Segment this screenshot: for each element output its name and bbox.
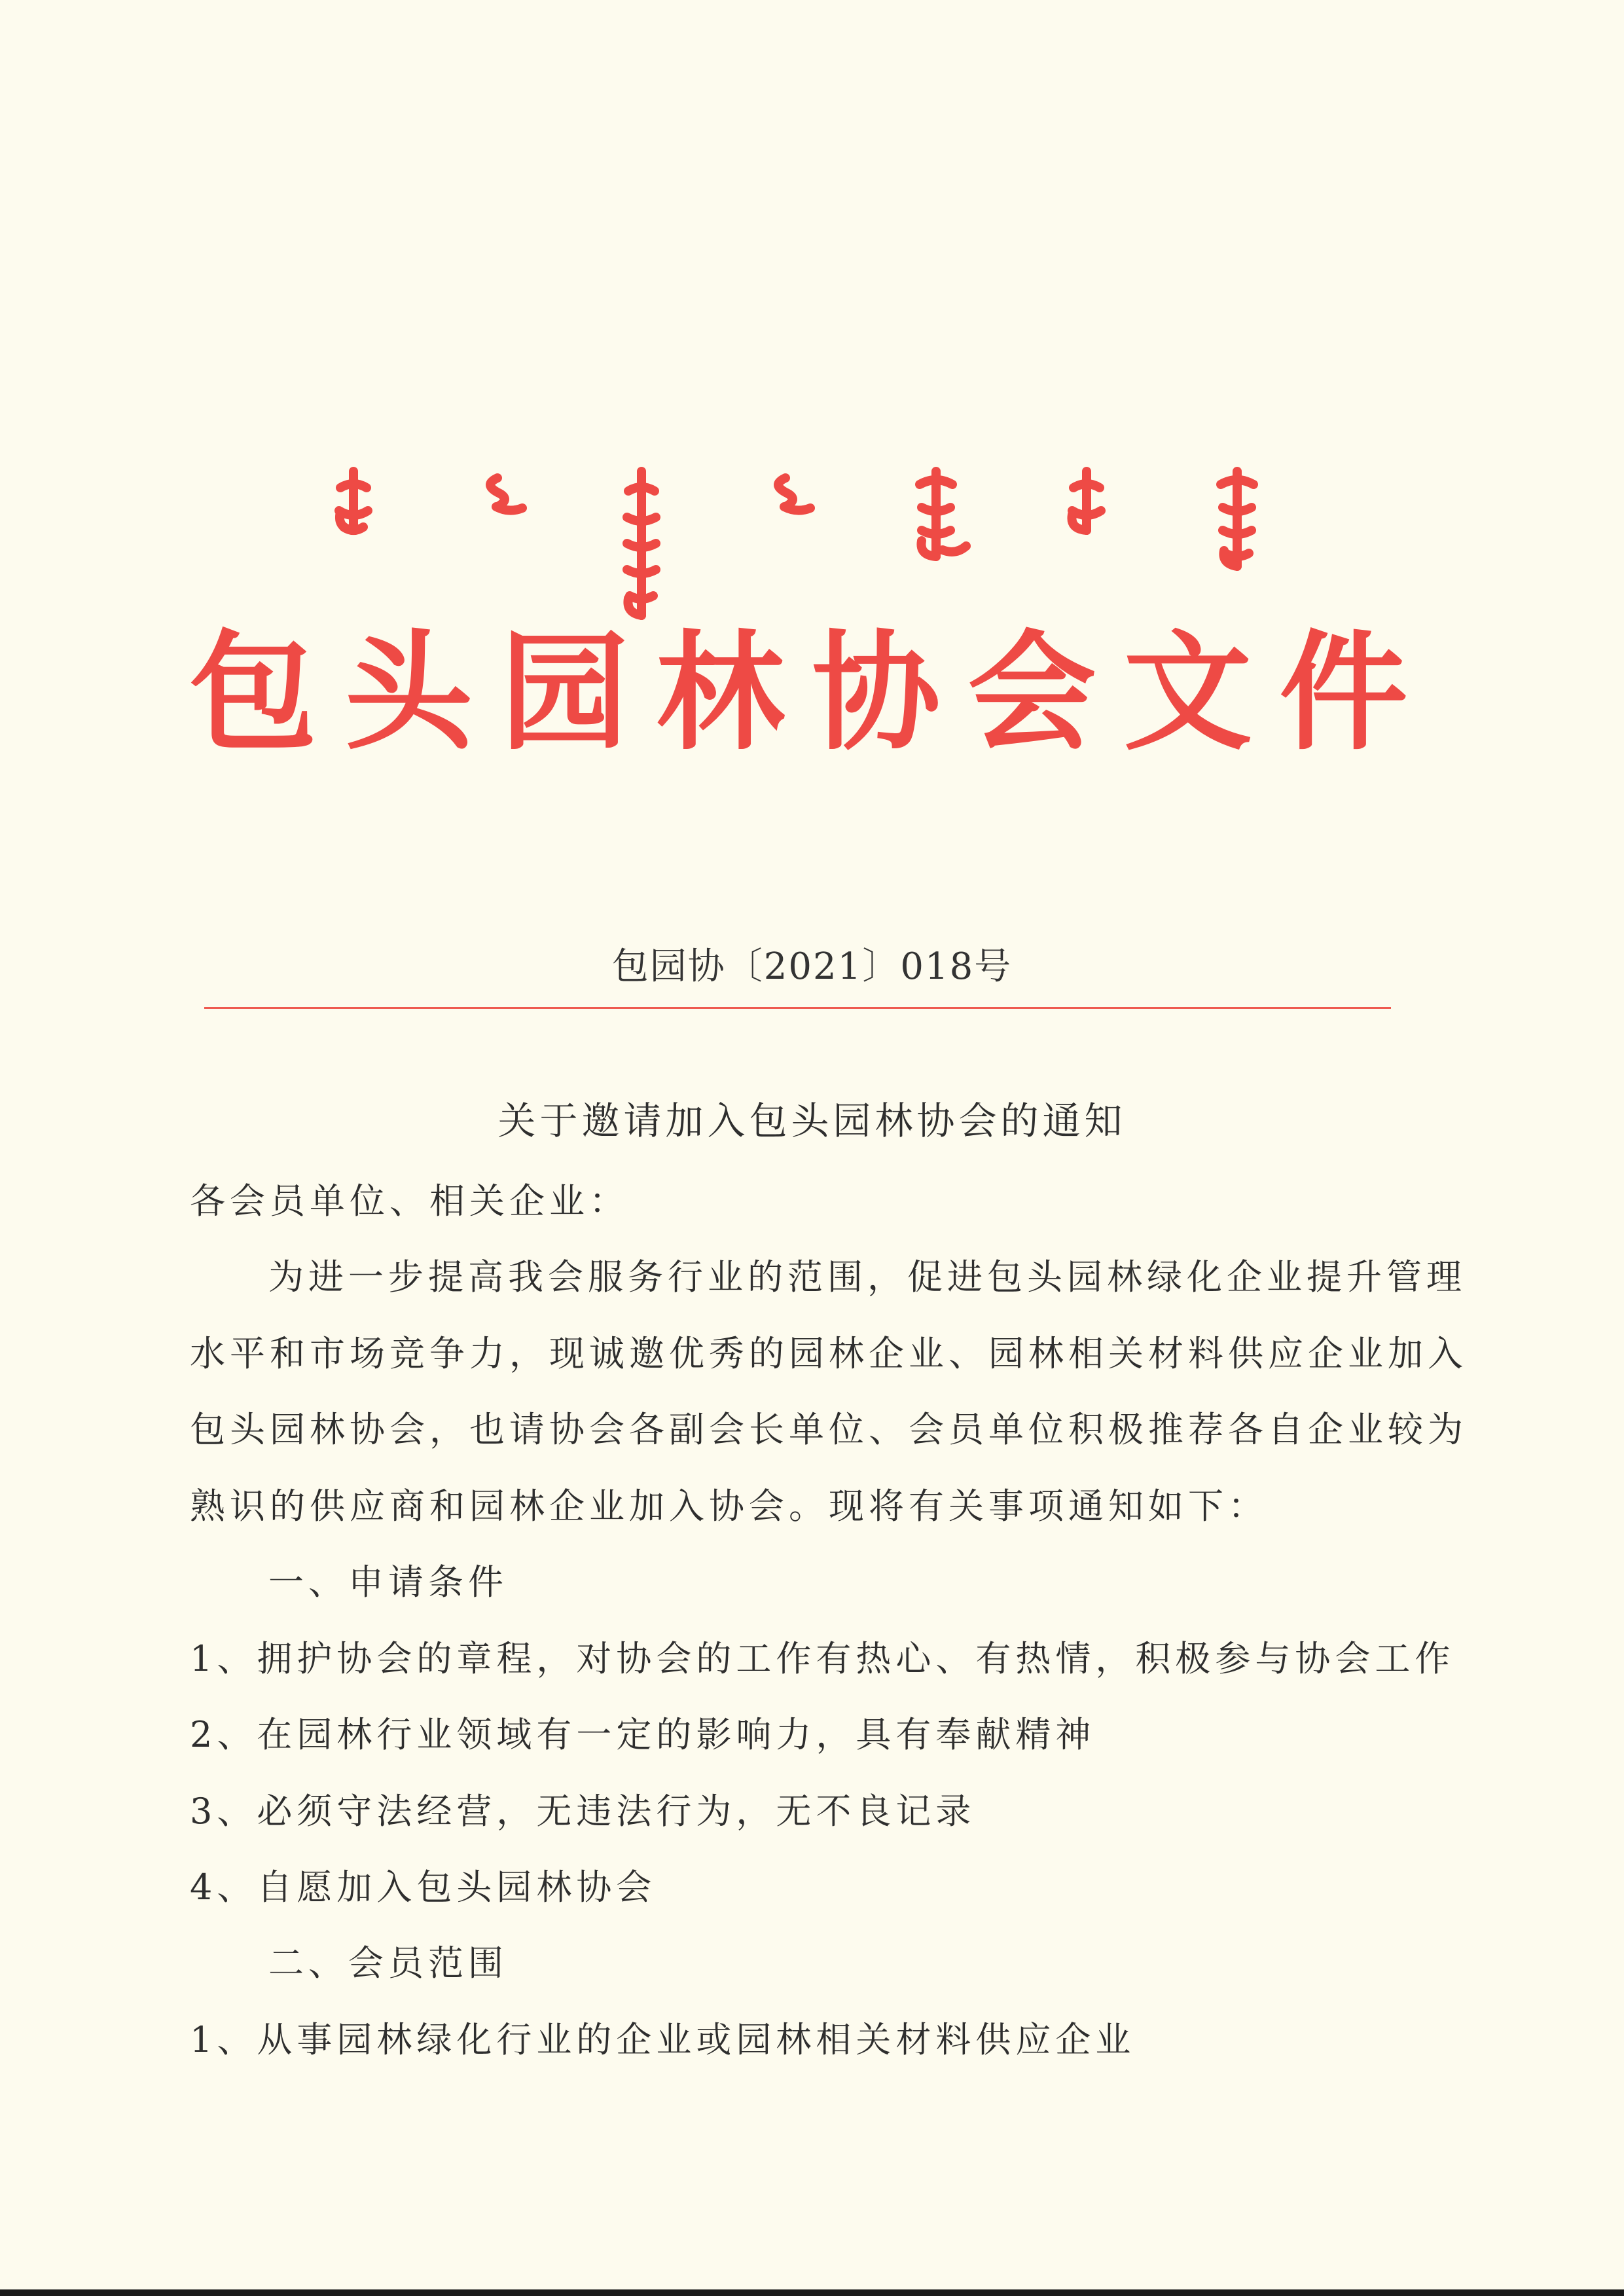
requirement-item-3: 3、必须守法经营，无违法行为，无不良记录	[190, 1791, 976, 1832]
scan-bottom-edge	[0, 2289, 1624, 2296]
member-scope-item-1: 1、从事园林绿化行业的企业或园林相关材料供应企业	[190, 2019, 1136, 2060]
mongolian-script-header	[327, 458, 1296, 635]
red-divider-line	[204, 1007, 1391, 1009]
section-heading-requirements: 一、申请条件	[268, 1561, 508, 1603]
document-number: 包园协〔2021〕018号	[611, 945, 1013, 988]
document-header-title: 包头园林协会文件	[189, 617, 1435, 768]
requirement-item-1: 1、拥护协会的章程，对协会的工作有热心、有热情，积极参与协会工作	[190, 1638, 1455, 1679]
section-heading-member-scope: 二、会员范围	[268, 1942, 508, 1984]
requirement-item-2: 2、在园林行业领域有一定的影响力，具有奉献精神	[190, 1714, 1096, 1755]
notice-title: 关于邀请加入包头园林协会的通知	[497, 1099, 1127, 1143]
requirement-item-4: 4、自愿加入包头园林协会	[190, 1867, 657, 1908]
intro-line-1: 为进一步提高我会服务行业的范围，促进包头园林绿化企业提升管理	[268, 1256, 1466, 1298]
salutation: 各会员单位、相关企业：	[190, 1180, 629, 1222]
intro-line-2: 水平和市场竞争力，现诚邀优秀的园林企业、园林相关材料供应企业加入	[190, 1333, 1468, 1374]
intro-line-4: 熟识的供应商和园林企业加入协会。现将有关事项通知如下：	[190, 1485, 1268, 1527]
intro-line-3: 包头园林协会，也请协会各副会长单位、会员单位积极推荐各自企业较为	[190, 1409, 1468, 1450]
mongolian-script-graphic	[327, 458, 1296, 635]
